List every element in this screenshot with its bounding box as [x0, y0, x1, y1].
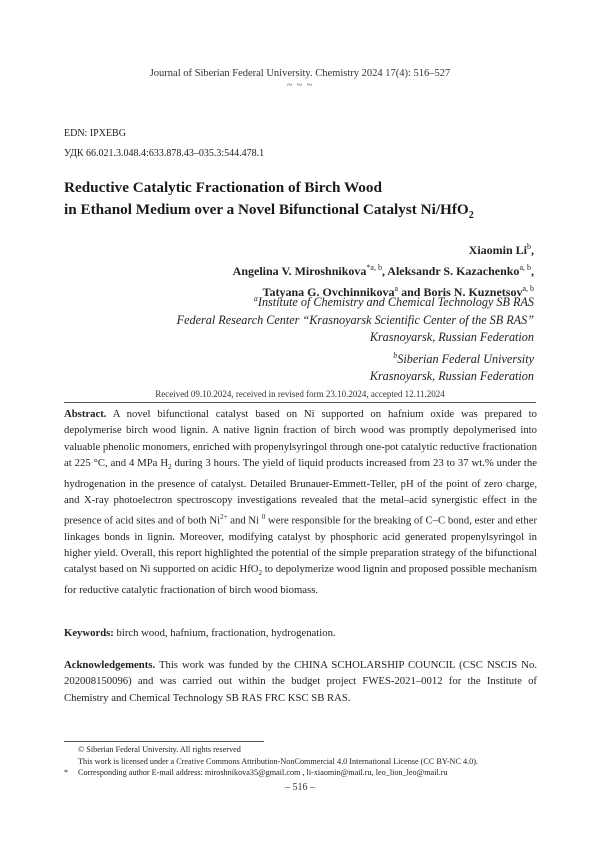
author-name: Aleksandr S. Kazachenko	[387, 264, 520, 278]
footnote-text: Corresponding author E-mail address: miroshnikova35@gmail.com , li-xiaomin@mail.ru, leo_lion_leo@mail.ru	[78, 768, 448, 777]
author-line-2	[233, 259, 534, 280]
acknowledgements	[64, 657, 537, 706]
author-name: Angelina V. Miroshnikova	[232, 264, 367, 278]
separator: ,	[531, 243, 534, 257]
superscript: 2+	[220, 512, 228, 521]
acknowledgements-text: This work was funded by the CHINA SCHOLARSHIP COUNCIL (CSC NSCIS No. 202008150096) and was carried out within the budget project FWES-2021–0012 for the Institute of Chemistry and Chemical Technology SB RAS FRC KSC SB RAS.	[64, 659, 537, 704]
keywords-text: birch wood, hafnium, fractionation, hydrogenation.	[113, 627, 336, 639]
abstract	[64, 406, 537, 598]
udk-code: УДК 66.021.3.048.4:633.878.43–035.3:544.478.1	[64, 148, 265, 159]
author-affil-mark: a, b	[519, 263, 531, 272]
abstract-text: A novel bifunctional catalyst based on Ni supported on hafnium oxide was prepared to depolymerise birch wood lignin. A native lignin fraction of birch wood was promptly depolymerised into valuable phenolic monomers, enriched with propenylsyringol through one-pot catalytic reductive fractionation at 225 °C, and 4 MPa H	[64, 408, 537, 470]
abstract-text: during 3 hours. The yield of liquid products increased from 23 to 37 wt.% under the hydrogenation in the presence of catalyst. Detailed Brunauer-Emmett-Teller, pH of the point of zero charge, and X-ray photoelectron spectroscopy investigations revealed that the metal–acid synergistic effect in the presence of acid sites and of both Ni	[64, 457, 537, 527]
affil-mark: a	[253, 294, 258, 303]
superscript: 0	[261, 512, 266, 521]
subscript: 2	[168, 463, 172, 472]
title-line-2	[64, 199, 474, 227]
separator: and	[398, 285, 424, 299]
subscript: 2	[258, 569, 263, 578]
affil-text: Institute of Chemistry and Chemical Technology SB RAS	[257, 295, 534, 310]
title-line-1: Reductive Catalytic Fractionation of Birch Wood	[64, 179, 382, 196]
keywords	[64, 627, 336, 639]
affiliation-a-line-2: Federal Research Center “Krasnoyarsk Scientific Center of the SB RAS”	[176, 312, 534, 327]
footnote-rule	[64, 741, 264, 742]
title-line-2-text: in Ethanol Medium over a Novel Bifunctional Catalyst Ni/HfO	[64, 201, 469, 218]
affiliation-a-line-1	[177, 290, 534, 312]
abstract-label: Abstract.	[64, 408, 107, 420]
author-affil-mark: a	[394, 284, 399, 293]
abstract-text: and Ni	[227, 514, 262, 527]
footnote-corresponding	[64, 767, 544, 779]
footnote-license	[64, 756, 544, 768]
footnote-mark: *	[64, 768, 69, 777]
affil-text: Siberian Federal University	[397, 351, 534, 366]
abstract-text: were responsible for the breaking of C–C bond, ester and ether linkages bonds in lignin. Moreover, modifying catalyst by phosphoric acid generated propenylsyringol in higher yield. Overall, this report highlighted the potential of the simple preparation strategy of the bifunctional catalyst based on Ni supported on acidic HfO	[64, 514, 538, 576]
affiliations	[177, 290, 534, 386]
author-affil-mark: *a, b	[366, 263, 382, 272]
header-ornament: ~ ~ ~	[286, 80, 314, 91]
author-name: Boris N. Kuznetsov	[423, 285, 523, 299]
separator: ,	[381, 264, 388, 278]
affiliation-b-line-1	[177, 347, 534, 369]
affil-mark: b	[393, 350, 398, 360]
section-divider	[64, 402, 536, 403]
page-number: – 516 –	[285, 782, 315, 793]
paper-title	[64, 177, 474, 227]
keywords-label: Keywords:	[64, 627, 114, 639]
journal-header: Journal of Siberian Federal University. Chemistry 2024 17(4): 516–527	[149, 68, 451, 79]
title-subscript: 2	[468, 210, 474, 222]
affiliation-a-line-3: Krasnoyarsk, Russian Federation	[369, 330, 534, 345]
affiliation-b-line-2: Krasnoyarsk, Russian Federation	[369, 369, 534, 384]
footnote-text: This work is licensed under a Creative Commons Attribution-NonCommercial 4.0 International License (CC BY-NC 4.0).	[78, 756, 478, 766]
author-affil-mark: b	[527, 242, 531, 251]
author-line-1	[233, 238, 534, 259]
author-affil-mark: a, b	[522, 284, 534, 293]
footnote-text: © Siberian Federal University. All rights reserved	[78, 745, 241, 754]
acknowledgements-label: Acknowledgements.	[64, 659, 156, 671]
footnote-copyright	[64, 744, 544, 756]
author-name: Tatyana G. Ovchinnikova	[262, 285, 395, 299]
author-name: Xiaomin Li	[468, 243, 527, 257]
abstract-text: to depolymerize wood lignin and proposed possible mechanism for reductive catalytic fractionation of birch wood biomass.	[64, 563, 537, 596]
received-dates: Received 09.10.2024, received in revised form 23.10.2024, accepted 12.11.2024	[155, 389, 445, 399]
edn-code: EDN: IPXEBG	[64, 128, 126, 139]
separator: ,	[531, 264, 534, 278]
